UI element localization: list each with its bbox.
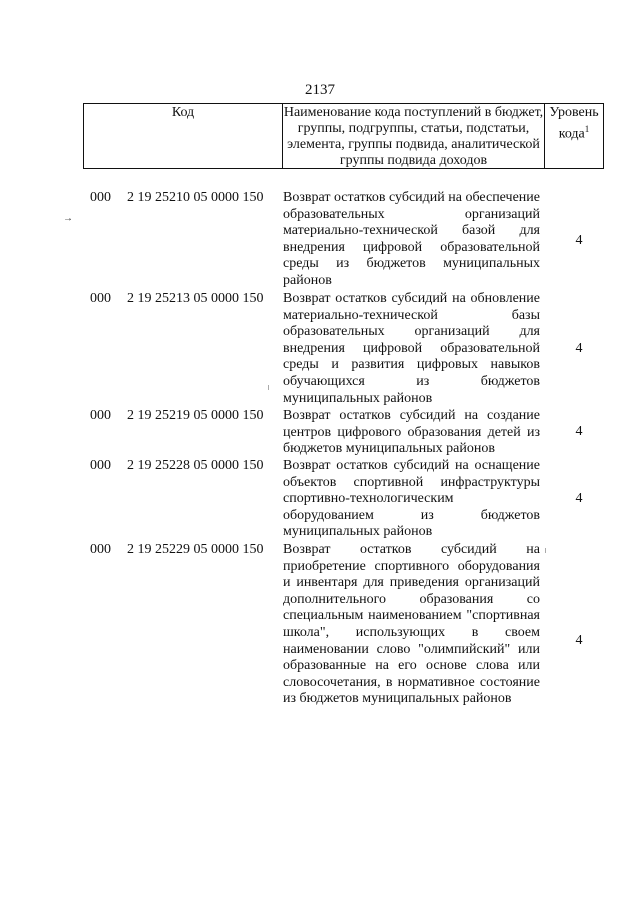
scan-artifact: [545, 548, 546, 553]
admin-code: 000: [90, 542, 111, 557]
revenue-code: 2 19 25219 05 0000 150: [127, 408, 264, 423]
admin-code: 000: [90, 291, 111, 306]
admin-code: 000: [90, 190, 111, 205]
header-name: Наименование кода поступлений в бюджет, группы, подгруппы, статьи, подстатьи, элемента, группы подвида, аналитической группы подвида доходов: [283, 105, 544, 168]
revenue-name: Возврат остатков субсидий на обновление материально-технической базы образовательных организаций для внедрения цифровой образовательной среды и развития цифровых навыков обучающихся из бюджетов муниципальных районов: [283, 291, 540, 406]
code-level: 4: [575, 491, 583, 506]
revenue-code: 2 19 25213 05 0000 150: [127, 291, 264, 306]
revenue-code: 2 19 25210 05 0000 150: [127, 190, 264, 205]
revenue-name: Возврат остатков субсидий на приобретение спортивного оборудования и инвентаря для приведения организаций дополнительного образования со специальным наименованием "спортивная школа", использующих в своем наименовании слово "олимпийский" или образованные на его основе слова или словосочетания, в нормативное состояние из бюджетов муниципальных районов: [283, 542, 540, 707]
header-level: [545, 104, 603, 168]
code-level: 4: [575, 424, 583, 439]
revenue-name: Возврат остатков субсидий на оснащение объектов спортивной инфраструктуры спортивно-технологическим оборудованием из бюджетов муниципальных районов: [283, 458, 540, 540]
revenue-name: Возврат остатков субсидий на обеспечение образовательных организаций материально-технической базой для внедрения цифровой образовательной среды из бюджетов муниципальных районов: [283, 190, 540, 288]
footnote-marker: 1: [584, 124, 590, 134]
code-level: 4: [575, 233, 583, 248]
header-code-label: Код: [171, 105, 195, 120]
table-header: [83, 103, 604, 169]
revenue-code: 2 19 25229 05 0000 150: [127, 542, 264, 557]
header-level-label: Уровень кода: [549, 105, 599, 142]
revenue-code: 2 19 25228 05 0000 150: [127, 458, 264, 473]
admin-code: 000: [90, 458, 111, 473]
page-number: 2137: [305, 82, 335, 98]
margin-mark: →: [63, 213, 73, 224]
revenue-name: Возврат остатков субсидий на создание центров цифрового образования детей из бюджетов муниципальных районов: [283, 408, 540, 457]
header-code: [84, 104, 283, 168]
code-level: 4: [575, 633, 583, 648]
code-level: 4: [575, 341, 583, 356]
admin-code: 000: [90, 408, 111, 423]
scan-artifact: [268, 385, 269, 390]
